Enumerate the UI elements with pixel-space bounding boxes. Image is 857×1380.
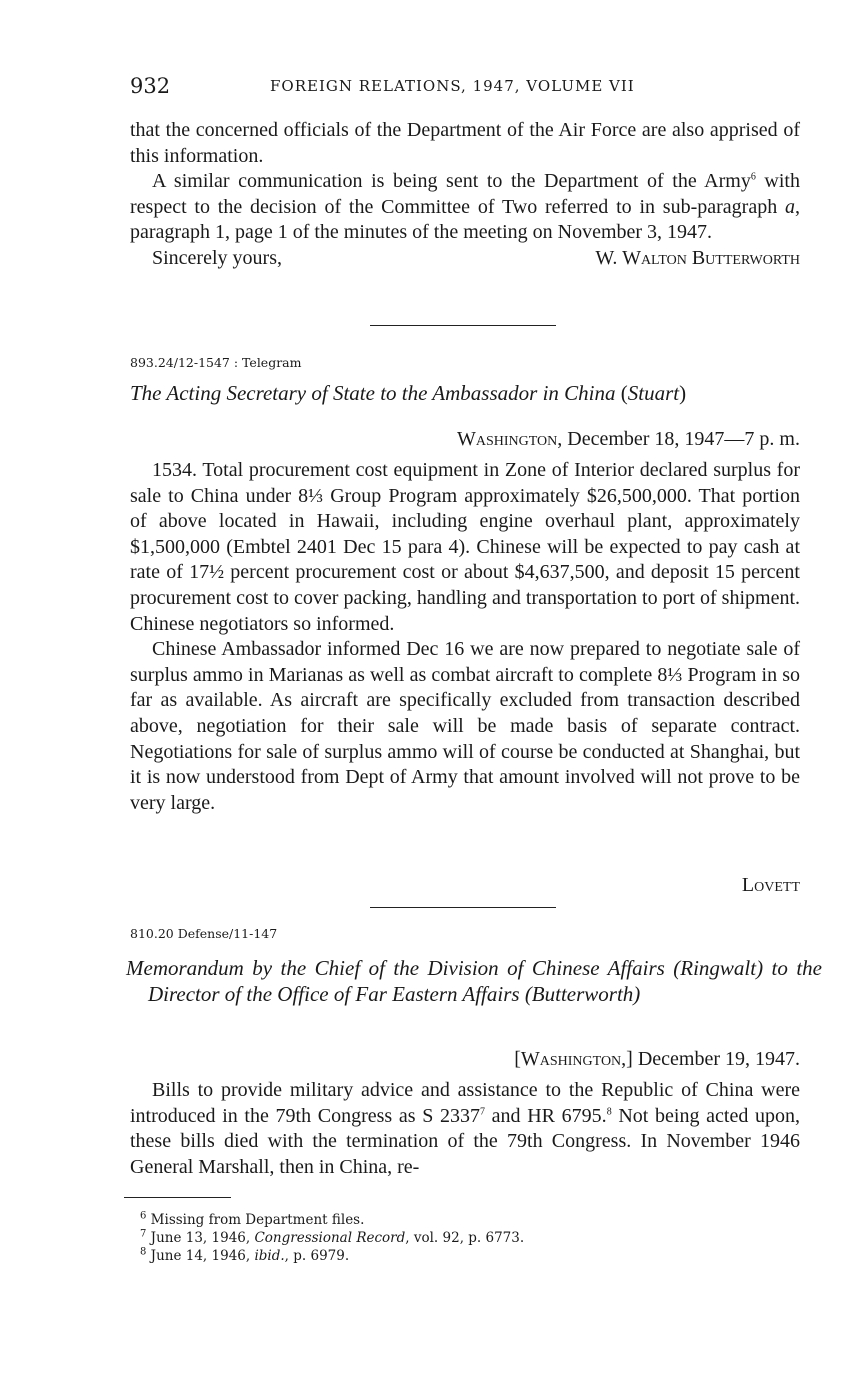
signature-butterworth: W. Walton Butterworth [595, 246, 800, 269]
footnote-6-text: Missing from Department files. [150, 1212, 365, 1228]
footnote-7-number: 7 [140, 1228, 147, 1240]
memo-title-line-1: Memorandum by the Chief of the Division of Chinese Affairs [126, 956, 674, 980]
footnote-ref-8: 8 [606, 1105, 612, 1117]
letter-paragraph-2-text-a: A similar communication is being sent to the Department of the Army [152, 170, 751, 193]
footnote-8 [140, 1248, 349, 1264]
footnote-6-number: 6 [140, 1210, 147, 1222]
letter-paragraph-2-text-c: , paragraph 1, page 1 of the minutes of the meeting on November 3, 1947. [130, 195, 800, 244]
memo-paragraph-1-text-a: Bills to provide military advice and assistance to the Republic of China were introduced in the 79th Congress as S 2337 [130, 1079, 800, 1127]
footnote-divider [124, 1197, 231, 1198]
memo-paragraph-1 [130, 1078, 800, 1180]
footnote-ref-6: 6 [750, 171, 756, 183]
telegram-date: , December 18, 1947—7 p. m. [557, 428, 800, 450]
memo-paragraph-1-text-b: and HR 6795. [485, 1104, 607, 1127]
telegram-body [130, 458, 800, 816]
closing: Sincerely yours, [152, 246, 282, 269]
memo-dateline [514, 1048, 800, 1071]
footnote-8-text-a: June 14, 1946, [150, 1248, 255, 1264]
letter-paragraph-1: that the concerned officials of the Department of the Air Force are also apprised of this information. [130, 119, 800, 167]
memo-file-ref: 810.20 Defense/11-147 [130, 926, 278, 941]
footnote-ref-7: 7 [480, 1105, 485, 1117]
telegram-paragraph-1: 1534. Total procurement cost equipment in Zone of Interior declared surplus for sale to China under 8⅓ Group Program approximately $26,500,000. That portion of above located in Hawaii, including engine overhaul plant, approximately $1,500,000 (Embtel 2401 Dec 15 para 4). Chinese will be expected to pay cash at rate of 17½ percent procurement cost or about $4,637,500, and deposit 15 percent procurement cost to cover packing, handling and transportation to port of shipment. Chinese negotiators so informed. [130, 459, 800, 635]
letter-paragraph-2 [130, 169, 800, 246]
memo-date: ,] December 19, 1947. [621, 1048, 800, 1070]
memo-body [130, 1078, 800, 1180]
footnote-8-italic: ibid. [254, 1248, 285, 1264]
telegram-file-ref: 893.24/12-1547 : Telegram [130, 355, 302, 370]
section-divider-2 [370, 907, 556, 908]
telegram-title-name: Stuart [627, 381, 680, 405]
footnote-8-text-b: , p. 6979. [284, 1248, 350, 1264]
footnote-7-italic: Congressional Record [254, 1230, 406, 1246]
letter-paragraph-2-text-b: with respect to the decision of the Committee of Two referred to in sub-paragraph [130, 170, 800, 218]
running-title: FOREIGN RELATIONS, 1947, VOLUME VII [270, 77, 635, 95]
section-divider [370, 325, 556, 326]
telegram-title-paren-open: ( [620, 381, 628, 405]
telegram-place: Washington [456, 428, 558, 450]
letter-paragraph-2-italic: a [785, 195, 795, 218]
footnote-7-text-b: , vol. 92, p. 6773. [405, 1230, 525, 1246]
footnote-8-number: 8 [140, 1246, 147, 1258]
telegram-dateline [457, 428, 800, 451]
memo-date-bracket: [ [514, 1048, 521, 1070]
page-number: 932 [130, 74, 171, 98]
telegram-paragraph-2: Chinese Ambassador informed Dec 16 we are now prepared to negotiate sale of surplus ammo in Marianas as well as combat aircraft to complete 8⅓ Program in so far as available. As aircraft are specifically excluded from transaction described above, negotiation for their sale will be made basis of separate contract. Negotiations for sale of surplus ammo will of course be conducted at Shanghai, but it is now understood from Dept of Army that amount involved will not prove to be very large. [130, 638, 800, 814]
telegram-title [130, 380, 800, 406]
memo-title-line-2: (Ringwalt) to the Director of the Office of Far Eastern Affairs [148, 956, 822, 1006]
signature-lovett: Lovett [741, 874, 800, 896]
footnote-7-text-a: June 13, 1946, [150, 1230, 255, 1246]
footnote-7 [140, 1230, 524, 1246]
telegram-title-text: The Acting Secretary of State to the Ambassador in China [130, 381, 616, 405]
memo-title [126, 955, 822, 1007]
signature-line [130, 246, 800, 272]
footnote-6 [140, 1212, 364, 1228]
telegram-title-paren-close: ) [679, 381, 687, 405]
previous-letter-end [130, 118, 800, 272]
memo-title-line-3: (Butterworth) [524, 982, 641, 1006]
running-header [130, 74, 800, 100]
memo-place: Washington [520, 1048, 622, 1070]
memo-paragraph-1-text-c: Not being acted upon, these bills died with the termination of the 79th Congress. In November 1946 General Marshall, then in China, re- [130, 1104, 800, 1178]
